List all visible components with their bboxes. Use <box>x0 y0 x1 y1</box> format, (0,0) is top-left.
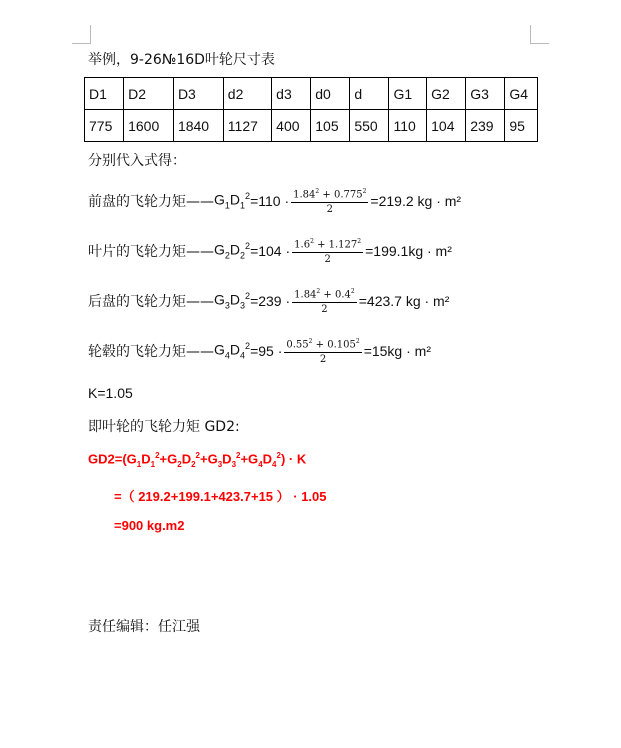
gd2-result: =900 kg.m2 <box>114 518 185 533</box>
gd2-intro: 即叶轮的飞轮力矩 GD2: <box>88 419 240 435</box>
table-cell: 775 <box>85 110 124 142</box>
table-header-cell: G3 <box>466 78 505 110</box>
example-title: 举例，9-26№16D叶轮尺寸表 <box>88 52 275 68</box>
equation-label: 后盘的飞轮力矩—— <box>88 294 214 310</box>
equation-weight: =95 · <box>250 343 283 359</box>
equation-label: 叶片的飞轮力矩—— <box>88 244 214 260</box>
table-header-cell: D1 <box>85 78 124 110</box>
table-header-cell: d2 <box>223 78 271 110</box>
page-corner-mark-top-left <box>72 25 91 44</box>
equation-fraction: $\frac{1.84^2 + 0.775^2}{2}$ <box>291 185 368 217</box>
equation-result: =15kg · m² <box>363 343 431 359</box>
table-header-cell: G4 <box>505 78 538 110</box>
table-header-cell: D3 <box>173 78 223 110</box>
table-cell: 1600 <box>124 110 174 142</box>
table-header-cell: D2 <box>124 78 174 110</box>
equation-weight: =110 · <box>250 193 290 209</box>
table-header-cell: d0 <box>311 78 350 110</box>
gd2-substitution: =（ 219.2+199.1+423.7+15 ） · 1.05 <box>114 489 327 504</box>
equation-weight: =104 · <box>250 243 291 259</box>
equation-fraction: $\frac{1.84^2 + 0.4^2}{2}$ <box>292 285 357 317</box>
equation-lhs: $G_4D_4^2$ <box>214 341 251 361</box>
k-coefficient: K=1.05 <box>88 385 133 401</box>
impeller-dimension-table <box>84 77 538 142</box>
equation-lhs: $G_2D_2^2$ <box>214 241 251 261</box>
table-cell: 400 <box>272 110 311 142</box>
substitution-intro: 分别代入式得： <box>88 153 186 169</box>
gd2-formula: $GD2=(G_1D_1^2+G_2D_2^2+G_3D_3^2+G_4D_4^2) \cdot K$ <box>88 451 307 469</box>
table-header-cell: d <box>350 78 389 110</box>
equation-lhs: $G_1D_1^2$ <box>214 191 251 211</box>
equation-result: =199.1kg · m² <box>365 243 452 259</box>
equation-fraction: $\frac{0.55^2 + 0.105^2}{2}$ <box>284 335 361 367</box>
equation-label: 前盘的飞轮力矩—— <box>88 194 214 210</box>
table-header-cell: G1 <box>389 78 427 110</box>
equation-hub <box>88 333 431 369</box>
equation-label: 轮毂的飞轮力矩—— <box>88 344 214 360</box>
table-header-row <box>85 78 538 110</box>
table-cell: 105 <box>311 110 350 142</box>
table-cell: 239 <box>466 110 505 142</box>
table-cell: 95 <box>505 110 538 142</box>
table-header-cell: d3 <box>272 78 311 110</box>
table-cell: 550 <box>350 110 389 142</box>
equation-result: =423.7 kg · m² <box>358 293 450 309</box>
equation-back-plate <box>88 283 449 319</box>
equation-weight: =239 · <box>250 293 291 309</box>
page-corner-mark-top-right <box>530 25 549 44</box>
responsible-editor: 责任编辑：任江强 <box>88 619 200 635</box>
table-cell: 1840 <box>173 110 223 142</box>
table-cell: 110 <box>389 110 427 142</box>
equation-fraction: $\frac{1.6^2 + 1.127^2}{2}$ <box>292 235 363 267</box>
table-row <box>85 110 538 142</box>
table-header-cell: G2 <box>427 78 466 110</box>
table-cell: 104 <box>427 110 466 142</box>
table-cell: 1127 <box>223 110 271 142</box>
equation-result: =219.2 kg · m² <box>370 193 462 209</box>
equation-blade <box>88 233 452 269</box>
equation-lhs: $G_3D_3^2$ <box>214 291 251 311</box>
equation-front-plate <box>88 183 461 219</box>
